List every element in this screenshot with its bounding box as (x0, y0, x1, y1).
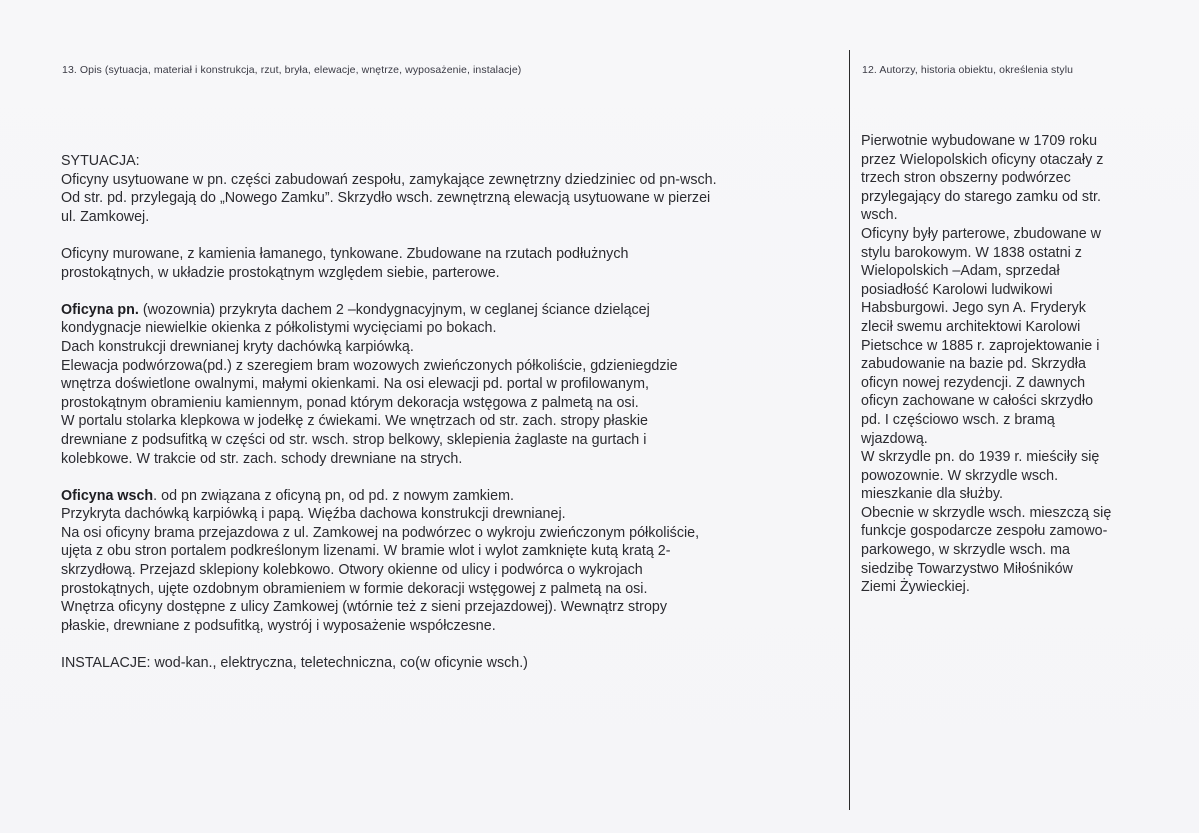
history-line: Pierwotnie wybudowane w 1709 roku (861, 133, 1098, 149)
text-line: płaskie, drewniane z podsufitką, wystrój i wyposażenie współczesne. (61, 617, 496, 634)
paragraph-material (61, 245, 847, 282)
text-line: Elewacja podwórzowa(pd.) z szeregiem bram wozowych zwieńczonych półkoliście, gdzieniegdzie (61, 357, 678, 374)
text-line: Oficyny usytuowane w pn. części zabudowań zespołu, zamykające zewnętrzny dziedziniec od pn-wsch. (61, 171, 717, 188)
history-line: zlecił swemu architektowi Karolowi (861, 318, 1081, 335)
text-line: skrzydłową. Przejazd sklepiony kolebkowo. Otwory okienne od ulicy i podwórca o wykrojach (61, 562, 643, 579)
text-line: Wnętrza oficyny dostępne z ulicy Zamkowej (wtórnie też z sieni przejazdowej). Wewnątrz stropy (61, 599, 667, 616)
text-line: kolebkowe. W trakcie od str. zach. schody drewniane na strych. (61, 450, 463, 467)
history-line: Obecnie w skrzydle wsch. mieszczą się (861, 504, 1112, 521)
section-13-header: 13. Opis (sytuacja, materiał i konstrukcja, rzut, bryła, elewacje, wnętrze, wyposażenie, instalacje) (62, 64, 522, 76)
paragraph-oficyna-wsch (61, 487, 847, 636)
history-line: wsch. (861, 207, 898, 224)
text-line: Oficyny murowane, z kamienia łamanego, tynkowane. Zbudowane na rzutach podłużnych (61, 245, 629, 262)
history-line: posiadłość Karolowi ludwikowi (861, 281, 1053, 298)
text-line: INSTALACJE: wod-kan., elektryczna, teletechniczna, co(w oficynie wsch.) (61, 655, 528, 672)
history-line: mieszkanie dla służby. (861, 486, 1003, 503)
description-column (61, 152, 847, 691)
history-line: przylegający do starego zamku od str. (861, 188, 1101, 205)
text-line: prostokątnym obramieniu kamiennym, ponad którym dekoracja wstęgowa z palmetą na osi. (61, 394, 639, 411)
text-line: Od str. pd. przylegają do „Nowego Zamku”. Skrzydło wsch. zewnętrzną elewacją usytuowane w pierzei (61, 190, 711, 207)
text-line (61, 487, 847, 506)
history-line: Pietschce w 1885 r. zaprojektowanie i (861, 337, 1100, 354)
history-line: przez Wielopolskich oficyny otaczały z (861, 151, 1104, 168)
text-line: ujęta z obu stron portalem podkreślonym lizenami. W bramie wlot i wylot zamknięte kutą kratą 2- (61, 543, 671, 560)
history-column (861, 132, 1161, 597)
text-line: W portalu stolarka klepkowa w jodełkę z ćwiekami. We wnętrzach od str. zach. stropy płaskie (61, 413, 648, 430)
history-line: stylu barokowym. W 1838 ostatni z (861, 244, 1082, 261)
history-line: powozownie. W skrzydle wsch. (861, 467, 1059, 484)
history-line: oficyn nowej rezydencji. Z dawnych (861, 374, 1086, 391)
history-line: funkcje gospodarcze zespołu zamowo- (861, 523, 1108, 540)
oficyna-pn-title: Oficyna pn. (61, 301, 139, 318)
text-line: prostokątnych, ujęte ozdobnym obramieniem w formie dekoracji wstęgowej z palmetą na osi. (61, 580, 648, 597)
text-line: SYTUACJA: (61, 153, 140, 169)
paragraph-instalacje (61, 654, 847, 673)
text-line: ul. Zamkowej. (61, 208, 150, 225)
oficyna-wsch-title: Oficyna wsch (61, 487, 154, 504)
history-line: zabudowanie na bazie pd. Skrzydła (861, 356, 1086, 373)
text-span: (wozownia) przykryta dachem 2 –kondygnacyjnym, w ceglanej ściance dzielącej (138, 301, 650, 318)
text-line: Dach konstrukcji drewnianej kryty dachówką karpiówką. (61, 338, 414, 355)
text-span: . od pn związana z oficyną pn, od pd. z nowym zamkiem. (153, 487, 514, 504)
history-line: W skrzydle pn. do 1939 r. mieściły się (861, 449, 1100, 466)
paragraph-sytuacja (61, 152, 847, 226)
text-line: drewniane z podsufitką w części od str. wsch. strop belkowy, sklepienia żaglaste na gurtach i (61, 431, 647, 448)
history-line: trzech stron obszerny podwórzec (861, 170, 1071, 187)
text-line: wnętrza doświetlone owalnymi, małymi okienkami. Na osi elewacji pd. portal w profilowanym, (61, 376, 649, 393)
history-line: siedzibę Towarzystwo Miłośników (861, 560, 1073, 577)
history-line: Habsburgowi. Jego syn A. Fryderyk (861, 300, 1086, 317)
history-line: Ziemi Żywieckiej. (861, 579, 970, 596)
history-line: wjazdową. (861, 430, 928, 447)
history-line: parkowego, w skrzydle wsch. ma (861, 542, 1070, 559)
history-line: pd. I częściowo wsch. z bramą (861, 411, 1055, 428)
history-line: oficyn zachowane w całości skrzydło (861, 393, 1094, 410)
text-line: Przykryta dachówką karpiówką i papą. Więźba dachowa konstrukcji drewnianej. (61, 506, 566, 523)
history-line: Oficyny były parterowe, zbudowane w (861, 225, 1101, 242)
text-line: kondygnacje niewielkie okienka z półkolistymi wycięciami po bokach. (61, 320, 497, 337)
section-12-header: 12. Autorzy, historia obiektu, określenia stylu (862, 64, 1074, 76)
text-line (61, 301, 847, 320)
column-divider (849, 50, 850, 810)
paragraph-oficyna-pn (61, 301, 847, 468)
text-line: Na osi oficyny brama przejazdowa z ul. Zamkowej na podwórzec o wykroju zwieńczonym półkoliście, (61, 524, 700, 541)
history-line: Wielopolskich –Adam, sprzedał (861, 263, 1060, 280)
text-line: prostokątnych, w układzie prostokątnym względem siebie, parterowe. (61, 264, 500, 281)
